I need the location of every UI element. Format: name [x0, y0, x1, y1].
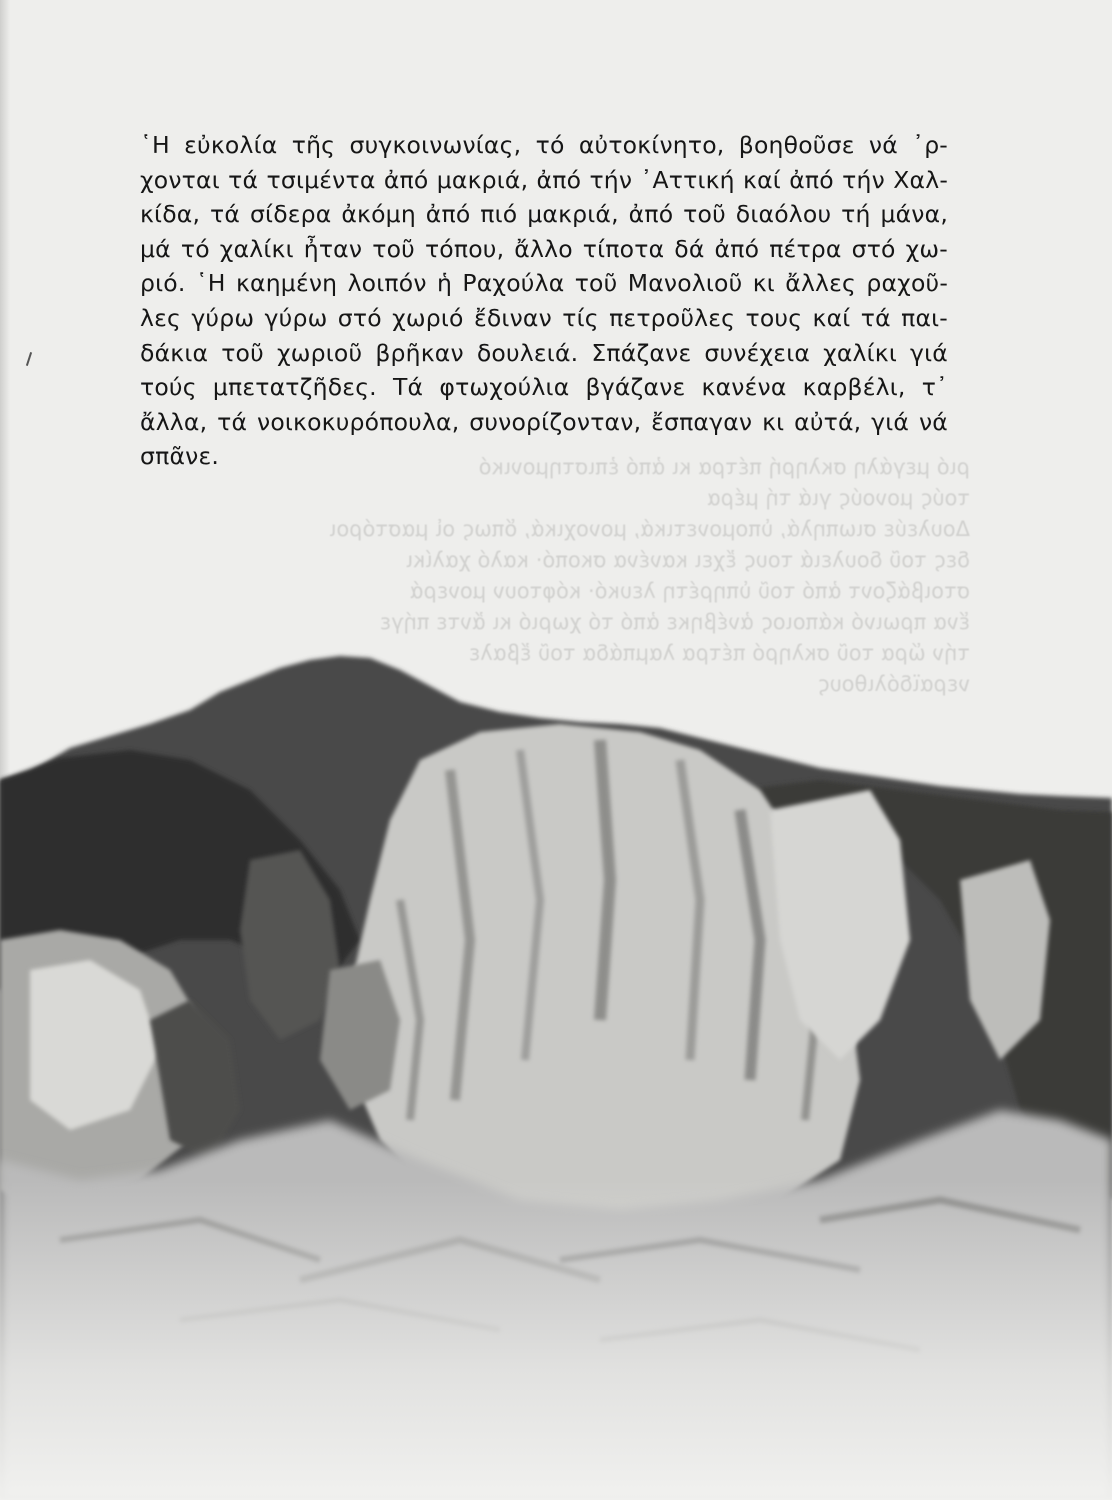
paragraph-line: κίδα, τά σίδερα ἀκόμη ἀπό πιό μακριά, ἀπό τοῦ διαόλου τή μάνα, — [140, 200, 948, 229]
paragraph-line: σπᾶνε. — [140, 442, 220, 471]
quarry-illustration — [0, 640, 1112, 1500]
bleed-through-line: ἕνα πρωινό κάποιος ἀνέβηκε ἀπό τό χωριό κι ἄντε πήγε — [379, 610, 970, 634]
bleed-through-line: τήν ὥρα τοῦ σκληρό πέτρα λαμπάδα τοῦ ἔβαλε — [468, 641, 970, 665]
paragraph-line: μά τό χαλίκι ἦταν τοῦ τόπου, ἄλλο τίποτα δά ἀπό πέτρα στό χω- — [140, 234, 948, 263]
ground-fade — [0, 1180, 1112, 1500]
main-paragraph — [140, 128, 948, 474]
bleed-through-line: Δουλεύε σιωπηλά, ὑπομονετικά, μονοχικά, ὅπως οἱ μαστόροι — [329, 517, 970, 541]
stray-pencil-mark — [26, 352, 32, 366]
paragraph-line: χονται τά τσιμέντα ἀπό μακριά, ἀπό τήν ᾿Αττική καί ἀπό τήν Χαλ- — [140, 165, 948, 194]
bleed-through-line: δες τοῦ δουλειά τους ἔχει κανένα σκοπό· καλό χαλίκι — [405, 548, 970, 572]
paragraph-line: ἄλλα, τά νοικοκυρόπουλα, συνορίζονταν, ἔσπαγαν κι αὐτά, γιά νά — [140, 407, 948, 436]
paragraph-line: δάκια τοῦ χωριοῦ βρῆκαν δουλειά. Σπάζανε συνέχεια χαλίκι γιά — [140, 338, 948, 367]
bleed-through-line: τούς μονούς γιά τή μέρα — [706, 486, 970, 510]
paragraph-line: λες γύρω γύρω στό χωριό ἔδιναν τίς πετροῦλες τους καί τά παι- — [140, 303, 948, 332]
quarry-drawing — [0, 640, 1112, 1500]
bleed-through-line: στοιβάζοντ ἀπό τοῦ ὑπηρέτη λευκό· κόφτουν μονερά — [409, 579, 970, 603]
paragraph-line: ριό. ῾Η καημένη λοιπόν ἡ Ραχούλα τοῦ Μανολιοῦ κι ἄλλες ραχοῦ- — [140, 269, 948, 298]
paragraph-line: τούς μπετατζῆδες. Τά φτωχούλια βγάζανε κανένα καρβέλι, τ᾿ — [140, 373, 948, 402]
bleed-through-line: ριό μεγάλη σκληρή πέτρα κι ἀπό ἐπιστημονικό — [478, 455, 970, 479]
bleed-through-line: νεραϊδόλιθους — [817, 672, 970, 696]
paragraph-line: ῾Η εὐκολία τῆς συγκοινωνίας, τό αὐτοκίνητο, βοηθοῦσε νά ᾿ρ- — [140, 131, 948, 159]
